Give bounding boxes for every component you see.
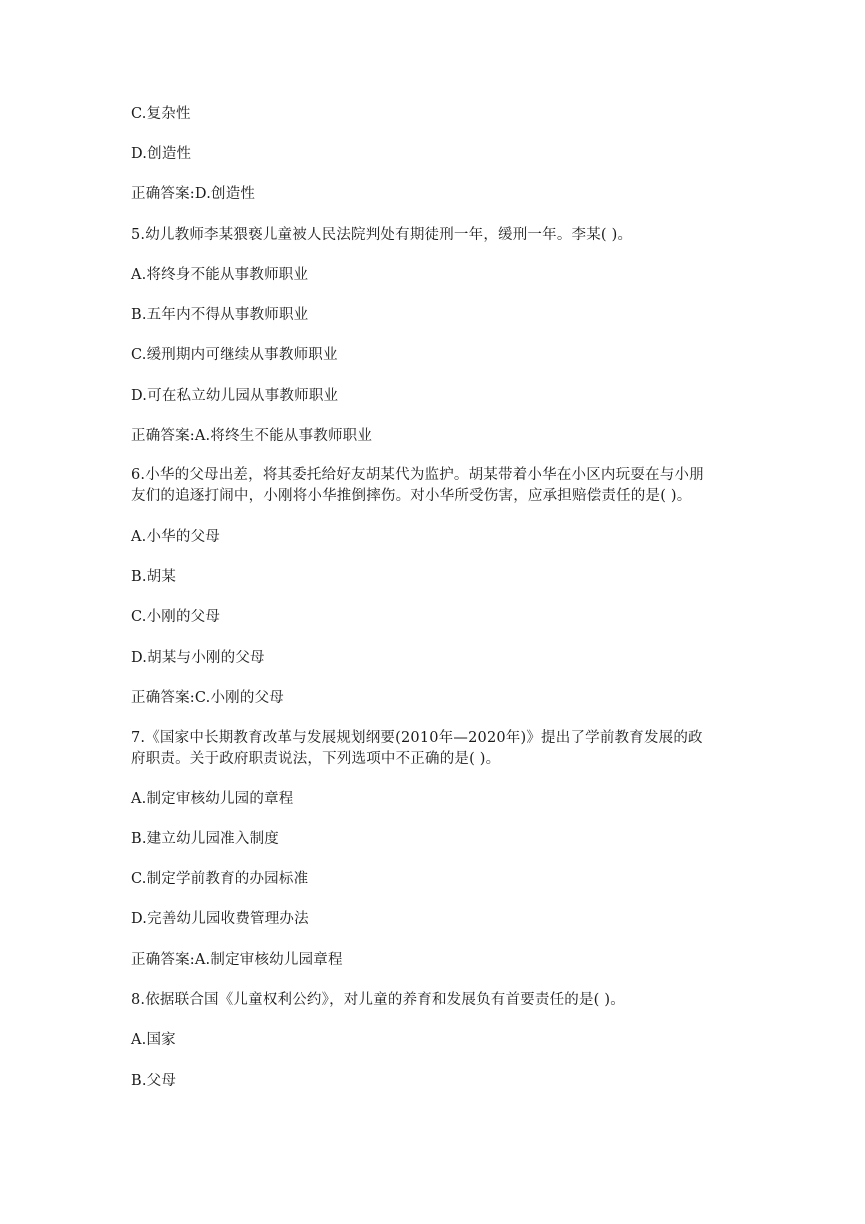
q8-option-a: A.国家 xyxy=(131,1032,176,1048)
q7-option-b: B.建立幼儿园准入制度 xyxy=(131,831,279,847)
q6-question-line2: 友们的追逐打闹中，小刚将小华推倒摔伤。对小华所受伤害，应承担赔偿责任的是( )。 xyxy=(131,488,692,504)
q6-option-c: C.小刚的父母 xyxy=(131,609,221,625)
q4-answer: 正确答案:D.创造性 xyxy=(131,186,256,202)
q6-option-a: A.小华的父母 xyxy=(131,529,220,545)
q7-question-line2: 府职责。关于政府职责说法，下列选项中不正确的是( )。 xyxy=(131,751,501,767)
q7-option-c: C.制定学前教育的办园标准 xyxy=(131,871,309,887)
q7-question-line1: 7.《国家中长期教育改革与发展规划纲要(2010年—2020年)》提出了学前教育发展的政 xyxy=(131,730,703,746)
q4-option-c: C.复杂性 xyxy=(131,106,191,122)
q6-option-b: B.胡某 xyxy=(131,569,177,585)
q7-option-d: D.完善幼儿园收费管理办法 xyxy=(131,911,309,927)
q5-answer: 正确答案:A.将终生不能从事教师职业 xyxy=(131,428,373,444)
q5-option-b: B.五年内不得从事教师职业 xyxy=(131,307,309,323)
q4-option-d: D.创造性 xyxy=(131,146,192,162)
q5-option-a: A.将终身不能从事教师职业 xyxy=(131,267,309,283)
q8-question: 8.依据联合国《儿童权利公约》，对儿童的养育和发展负有首要责任的是( )。 xyxy=(131,992,625,1008)
q5-question: 5.幼儿教师李某猥亵儿童被人民法院判处有期徒刑一年，缓刑一年。李某( )。 xyxy=(131,227,633,243)
q7-answer: 正确答案:A.制定审核幼儿园章程 xyxy=(131,952,343,968)
q5-option-d: D.可在私立幼儿园从事教师职业 xyxy=(131,388,339,404)
q7-option-a: A.制定审核幼儿园的章程 xyxy=(131,791,294,807)
q5-option-c: C.缓刑期内可继续从事教师职业 xyxy=(131,347,338,363)
q8-option-b: B.父母 xyxy=(131,1073,177,1089)
q6-answer: 正确答案:C.小刚的父母 xyxy=(131,690,284,706)
q6-option-d: D.胡某与小刚的父母 xyxy=(131,650,265,666)
q6-question-line1: 6.小华的父母出差，将其委托给好友胡某代为监护。胡某带着小华在小区内玩耍在与小朋 xyxy=(131,467,704,483)
